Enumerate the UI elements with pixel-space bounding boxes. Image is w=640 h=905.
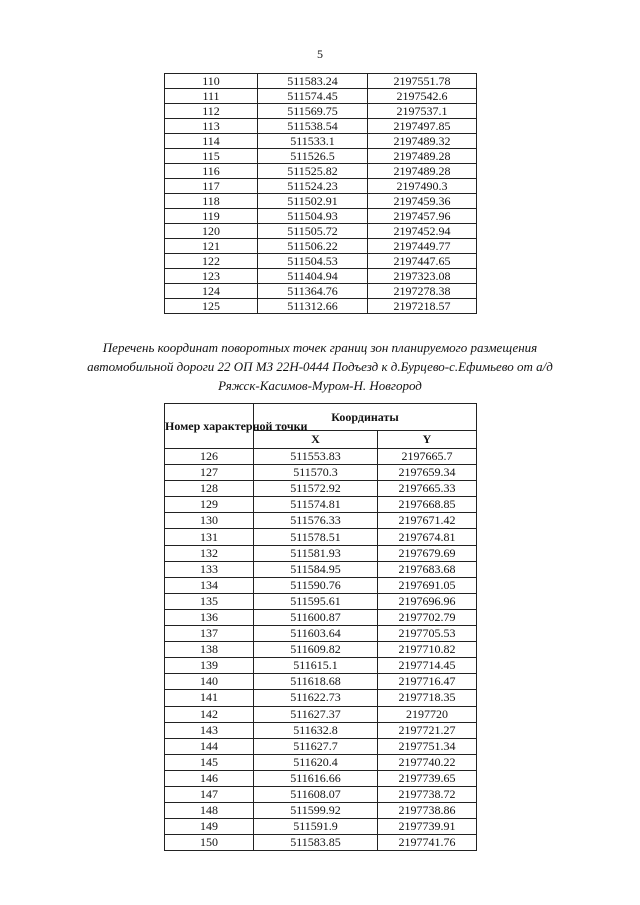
x-coordinate-cell: 511538.54 bbox=[258, 119, 368, 134]
x-coordinate-cell: 511583.85 bbox=[254, 835, 378, 851]
point-number-cell: 123 bbox=[165, 269, 258, 284]
caption-line-2: автомобильной дороги 22 ОП МЗ 22Н-0444 Подъезд к д.Бурцево-с.Ефимьево от а/д bbox=[87, 359, 553, 374]
table-row bbox=[165, 738, 477, 754]
y-coordinate-cell: 2197449.77 bbox=[368, 239, 477, 254]
point-number-cell: 122 bbox=[165, 254, 258, 269]
x-coordinate-cell: 511583.24 bbox=[258, 74, 368, 89]
point-number-cell: 128 bbox=[165, 481, 254, 497]
y-coordinate-cell: 2197668.85 bbox=[378, 497, 477, 513]
y-coordinate-cell: 2197696.96 bbox=[378, 593, 477, 609]
table-row bbox=[165, 449, 477, 465]
table-caption bbox=[60, 338, 580, 395]
y-coordinate-cell: 2197489.28 bbox=[368, 149, 477, 164]
table-row bbox=[165, 89, 477, 104]
table-row bbox=[165, 529, 477, 545]
table-row bbox=[165, 209, 477, 224]
x-coordinate-cell: 511609.82 bbox=[254, 642, 378, 658]
x-coordinate-cell: 511576.33 bbox=[254, 513, 378, 529]
y-coordinate-cell: 2197551.78 bbox=[368, 74, 477, 89]
point-number-cell: 143 bbox=[165, 722, 254, 738]
header-point-number: Номер характерной точки bbox=[165, 404, 254, 449]
table-row bbox=[165, 269, 477, 284]
table-row bbox=[165, 465, 477, 481]
table-row bbox=[165, 819, 477, 835]
x-coordinate-cell: 511608.07 bbox=[254, 786, 378, 802]
table-row bbox=[165, 481, 477, 497]
y-coordinate-cell: 2197323.08 bbox=[368, 269, 477, 284]
point-number-cell: 133 bbox=[165, 561, 254, 577]
x-coordinate-cell: 511615.1 bbox=[254, 658, 378, 674]
table-row bbox=[165, 626, 477, 642]
y-coordinate-cell: 2197671.42 bbox=[378, 513, 477, 529]
x-coordinate-cell: 511622.73 bbox=[254, 690, 378, 706]
coordinates-table-top-body bbox=[165, 74, 477, 314]
y-coordinate-cell: 2197751.34 bbox=[378, 738, 477, 754]
x-coordinate-cell: 511574.81 bbox=[254, 497, 378, 513]
x-coordinate-cell: 511581.93 bbox=[254, 545, 378, 561]
x-coordinate-cell: 511600.87 bbox=[254, 609, 378, 625]
table-row bbox=[165, 545, 477, 561]
table-row bbox=[165, 754, 477, 770]
x-coordinate-cell: 511506.22 bbox=[258, 239, 368, 254]
table-row bbox=[165, 722, 477, 738]
table-row bbox=[165, 577, 477, 593]
table-row bbox=[165, 179, 477, 194]
table-row bbox=[165, 74, 477, 89]
table-row bbox=[165, 194, 477, 209]
x-coordinate-cell: 511526.5 bbox=[258, 149, 368, 164]
table-row bbox=[165, 497, 477, 513]
x-coordinate-cell: 511627.37 bbox=[254, 706, 378, 722]
y-coordinate-cell: 2197452.94 bbox=[368, 224, 477, 239]
x-coordinate-cell: 511618.68 bbox=[254, 674, 378, 690]
x-coordinate-cell: 511364.76 bbox=[258, 284, 368, 299]
point-number-cell: 135 bbox=[165, 593, 254, 609]
table-row bbox=[165, 513, 477, 529]
x-coordinate-cell: 511574.45 bbox=[258, 89, 368, 104]
y-coordinate-cell: 2197447.65 bbox=[368, 254, 477, 269]
table-row bbox=[165, 658, 477, 674]
point-number-cell: 110 bbox=[165, 74, 258, 89]
x-coordinate-cell: 511524.23 bbox=[258, 179, 368, 194]
y-coordinate-cell: 2197489.28 bbox=[368, 164, 477, 179]
table-row bbox=[165, 224, 477, 239]
table-row bbox=[165, 104, 477, 119]
y-coordinate-cell: 2197489.32 bbox=[368, 134, 477, 149]
coordinates-table-top bbox=[164, 73, 477, 314]
table-row bbox=[165, 770, 477, 786]
y-coordinate-cell: 2197702.79 bbox=[378, 609, 477, 625]
x-coordinate-cell: 511569.75 bbox=[258, 104, 368, 119]
y-coordinate-cell: 2197679.69 bbox=[378, 545, 477, 561]
x-coordinate-cell: 511312.66 bbox=[258, 299, 368, 314]
y-coordinate-cell: 2197218.57 bbox=[368, 299, 477, 314]
y-coordinate-cell: 2197457.96 bbox=[368, 209, 477, 224]
point-number-cell: 142 bbox=[165, 706, 254, 722]
table-row bbox=[165, 835, 477, 851]
point-number-cell: 112 bbox=[165, 104, 258, 119]
point-number-cell: 145 bbox=[165, 754, 254, 770]
x-coordinate-cell: 511404.94 bbox=[258, 269, 368, 284]
x-coordinate-cell: 511505.72 bbox=[258, 224, 368, 239]
y-coordinate-cell: 2197720 bbox=[378, 706, 477, 722]
point-number-cell: 117 bbox=[165, 179, 258, 194]
table-row bbox=[165, 642, 477, 658]
table-row bbox=[165, 803, 477, 819]
header-y: Y bbox=[378, 431, 477, 449]
x-coordinate-cell: 511632.8 bbox=[254, 722, 378, 738]
point-number-cell: 116 bbox=[165, 164, 258, 179]
header-coordinates: Координаты bbox=[254, 404, 477, 431]
y-coordinate-cell: 2197490.3 bbox=[368, 179, 477, 194]
x-coordinate-cell: 511570.3 bbox=[254, 465, 378, 481]
y-coordinate-cell: 2197716.47 bbox=[378, 674, 477, 690]
coordinates-table-bottom-body bbox=[165, 449, 477, 851]
point-number-cell: 129 bbox=[165, 497, 254, 513]
point-number-cell: 132 bbox=[165, 545, 254, 561]
point-number-cell: 141 bbox=[165, 690, 254, 706]
x-coordinate-cell: 511599.92 bbox=[254, 803, 378, 819]
y-coordinate-cell: 2197459.36 bbox=[368, 194, 477, 209]
y-coordinate-cell: 2197537.1 bbox=[368, 104, 477, 119]
table-row bbox=[165, 239, 477, 254]
table-row bbox=[165, 786, 477, 802]
y-coordinate-cell: 2197741.76 bbox=[378, 835, 477, 851]
y-coordinate-cell: 2197718.35 bbox=[378, 690, 477, 706]
caption-line-1: Перечень координат поворотных точек границ зон планируемого размещения bbox=[102, 340, 538, 355]
y-coordinate-cell: 2197714.45 bbox=[378, 658, 477, 674]
point-number-cell: 131 bbox=[165, 529, 254, 545]
x-coordinate-cell: 511504.53 bbox=[258, 254, 368, 269]
table-row bbox=[165, 561, 477, 577]
table-row bbox=[165, 284, 477, 299]
page-number: 5 bbox=[317, 47, 323, 61]
point-number-cell: 149 bbox=[165, 819, 254, 835]
table-row bbox=[165, 706, 477, 722]
x-coordinate-cell: 511502.91 bbox=[258, 194, 368, 209]
point-number-cell: 119 bbox=[165, 209, 258, 224]
y-coordinate-cell: 2197674.81 bbox=[378, 529, 477, 545]
table-row bbox=[165, 149, 477, 164]
x-coordinate-cell: 511603.64 bbox=[254, 626, 378, 642]
point-number-cell: 148 bbox=[165, 803, 254, 819]
point-number-cell: 147 bbox=[165, 786, 254, 802]
y-coordinate-cell: 2197710.82 bbox=[378, 642, 477, 658]
table-row bbox=[165, 593, 477, 609]
point-number-cell: 120 bbox=[165, 224, 258, 239]
coordinates-table-bottom-header bbox=[165, 404, 477, 449]
header-row bbox=[165, 404, 477, 431]
x-coordinate-cell: 511591.9 bbox=[254, 819, 378, 835]
y-coordinate-cell: 2197705.53 bbox=[378, 626, 477, 642]
table-row bbox=[165, 164, 477, 179]
y-coordinate-cell: 2197659.34 bbox=[378, 465, 477, 481]
point-number-cell: 114 bbox=[165, 134, 258, 149]
table-row bbox=[165, 134, 477, 149]
table-row bbox=[165, 254, 477, 269]
point-number-cell: 144 bbox=[165, 738, 254, 754]
table-row bbox=[165, 119, 477, 134]
point-number-cell: 139 bbox=[165, 658, 254, 674]
point-number-cell: 115 bbox=[165, 149, 258, 164]
point-number-cell: 150 bbox=[165, 835, 254, 851]
table-row bbox=[165, 674, 477, 690]
y-coordinate-cell: 2197278.38 bbox=[368, 284, 477, 299]
x-coordinate-cell: 511578.51 bbox=[254, 529, 378, 545]
y-coordinate-cell: 2197739.65 bbox=[378, 770, 477, 786]
point-number-cell: 126 bbox=[165, 449, 254, 465]
point-number-cell: 121 bbox=[165, 239, 258, 254]
x-coordinate-cell: 511620.4 bbox=[254, 754, 378, 770]
y-coordinate-cell: 2197665.33 bbox=[378, 481, 477, 497]
x-coordinate-cell: 511616.66 bbox=[254, 770, 378, 786]
y-coordinate-cell: 2197738.72 bbox=[378, 786, 477, 802]
y-coordinate-cell: 2197691.05 bbox=[378, 577, 477, 593]
y-coordinate-cell: 2197497.85 bbox=[368, 119, 477, 134]
point-number-cell: 125 bbox=[165, 299, 258, 314]
y-coordinate-cell: 2197542.6 bbox=[368, 89, 477, 104]
y-coordinate-cell: 2197740.22 bbox=[378, 754, 477, 770]
y-coordinate-cell: 2197739.91 bbox=[378, 819, 477, 835]
x-coordinate-cell: 511525.82 bbox=[258, 164, 368, 179]
point-number-cell: 138 bbox=[165, 642, 254, 658]
y-coordinate-cell: 2197738.86 bbox=[378, 803, 477, 819]
table-row bbox=[165, 609, 477, 625]
x-coordinate-cell: 511553.83 bbox=[254, 449, 378, 465]
table-row bbox=[165, 690, 477, 706]
x-coordinate-cell: 511572.92 bbox=[254, 481, 378, 497]
point-number-cell: 118 bbox=[165, 194, 258, 209]
point-number-cell: 146 bbox=[165, 770, 254, 786]
caption-line-3: Ряжск-Касимов-Муром-Н. Новгород bbox=[218, 378, 422, 393]
y-coordinate-cell: 2197683.68 bbox=[378, 561, 477, 577]
x-coordinate-cell: 511584.95 bbox=[254, 561, 378, 577]
x-coordinate-cell: 511590.76 bbox=[254, 577, 378, 593]
point-number-cell: 127 bbox=[165, 465, 254, 481]
y-coordinate-cell: 2197665.7 bbox=[378, 449, 477, 465]
point-number-cell: 130 bbox=[165, 513, 254, 529]
y-coordinate-cell: 2197721.27 bbox=[378, 722, 477, 738]
x-coordinate-cell: 511533.1 bbox=[258, 134, 368, 149]
x-coordinate-cell: 511504.93 bbox=[258, 209, 368, 224]
point-number-cell: 134 bbox=[165, 577, 254, 593]
point-number-cell: 136 bbox=[165, 609, 254, 625]
header-x: X bbox=[254, 431, 378, 449]
point-number-cell: 124 bbox=[165, 284, 258, 299]
point-number-cell: 137 bbox=[165, 626, 254, 642]
point-number-cell: 113 bbox=[165, 119, 258, 134]
table-row bbox=[165, 299, 477, 314]
coordinates-table-bottom bbox=[164, 403, 477, 851]
x-coordinate-cell: 511595.61 bbox=[254, 593, 378, 609]
point-number-cell: 111 bbox=[165, 89, 258, 104]
x-coordinate-cell: 511627.7 bbox=[254, 738, 378, 754]
point-number-cell: 140 bbox=[165, 674, 254, 690]
